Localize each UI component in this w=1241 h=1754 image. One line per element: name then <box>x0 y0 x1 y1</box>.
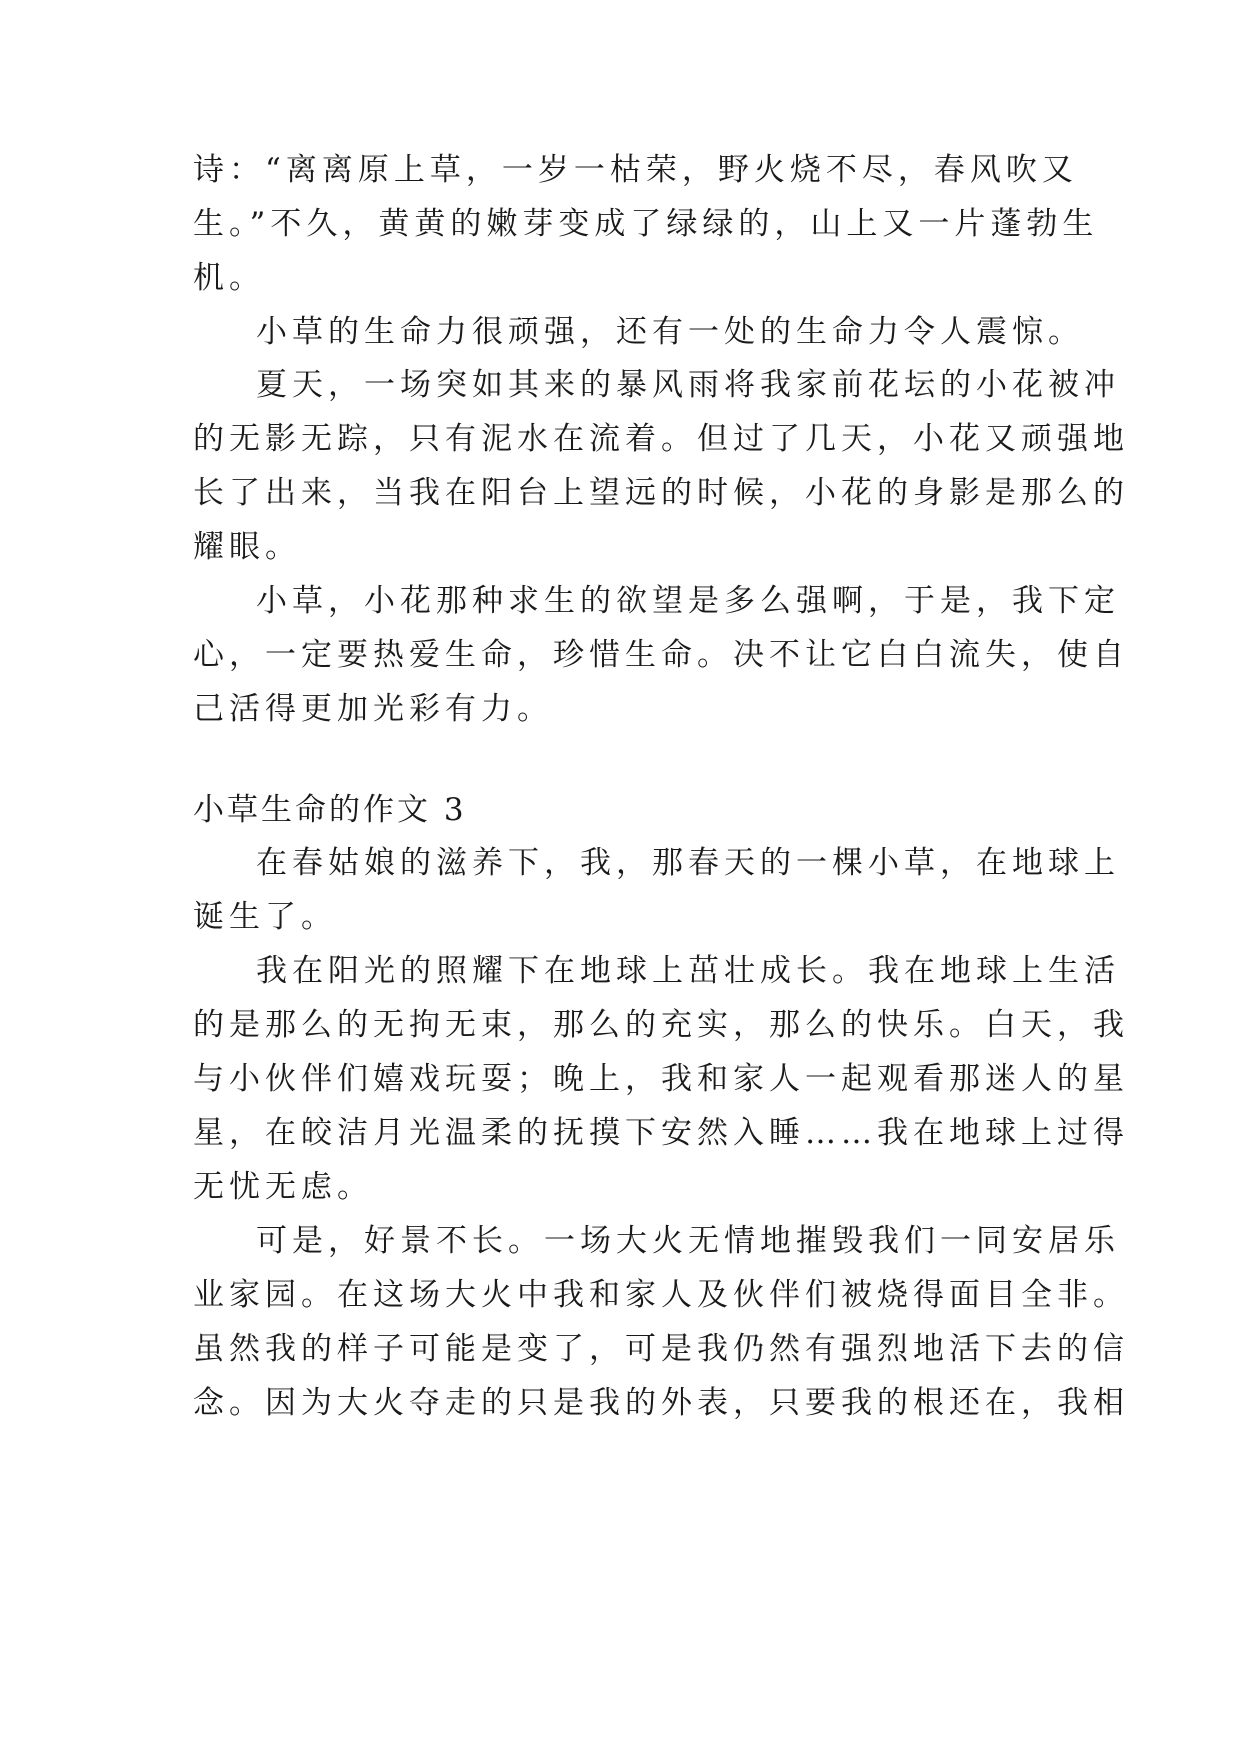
paragraph-first-line: 在春姑娘的滋养下，我，那春天的一棵小草，在地球上 <box>256 845 1120 881</box>
text-line: 星，在皎洁月光温柔的抚摸下安然入睡……我在地球上过得 <box>193 1115 1129 1151</box>
section-heading: 小草生命的作文 3 <box>193 792 467 828</box>
paragraph-first-line: 可是，好景不长。一场大火无情地摧毁我们一同安居乐 <box>256 1223 1120 1259</box>
text-line: 机。 <box>193 260 265 296</box>
text-line: 与小伙伴们嬉戏玩耍；晚上，我和家人一起观看那迷人的星 <box>193 1061 1129 1097</box>
text-line: 耀眼。 <box>193 529 301 565</box>
text-line: 诞生了。 <box>193 899 337 935</box>
text-line: 己活得更加光彩有力。 <box>193 691 553 727</box>
text-line: 念。因为大火夺走的只是我的外表，只要我的根还在，我相 <box>193 1385 1129 1421</box>
paragraph-first-line: 小草，小花那种求生的欲望是多么强啊，于是，我下定 <box>256 583 1120 619</box>
paragraph-first-line: 夏天，一场突如其来的暴风雨将我家前花坛的小花被冲 <box>256 367 1120 403</box>
text-line: 虽然我的样子可能是变了，可是我仍然有强烈地活下去的信 <box>193 1331 1129 1367</box>
text-line: 生。”不久，黄黄的嫩芽变成了绿绿的，山上又一片蓬勃生 <box>193 206 1099 242</box>
text-line: 业家园。在这场大火中我和家人及伙伴们被烧得面目全非。 <box>193 1277 1129 1313</box>
text-line: 无忧无虑。 <box>193 1169 373 1205</box>
paragraph-first-line: 小草的生命力很顽强，还有一处的生命力令人震惊。 <box>256 314 1084 350</box>
text-line: 诗：“离离原上草，一岁一枯荣，野火烧不尽，春风吹又 <box>193 152 1078 188</box>
text-line: 心，一定要热爱生命，珍惜生命。决不让它白白流失，使自 <box>193 637 1129 673</box>
text-line: 的无影无踪，只有泥水在流着。但过了几天，小花又顽强地 <box>193 421 1129 457</box>
paragraph-first-line: 我在阳光的照耀下在地球上茁壮成长。我在地球上生活 <box>256 953 1120 989</box>
text-line: 的是那么的无拘无束，那么的充实，那么的快乐。白天，我 <box>193 1007 1129 1043</box>
text-line: 长了出来，当我在阳台上望远的时候，小花的身影是那么的 <box>193 475 1129 511</box>
